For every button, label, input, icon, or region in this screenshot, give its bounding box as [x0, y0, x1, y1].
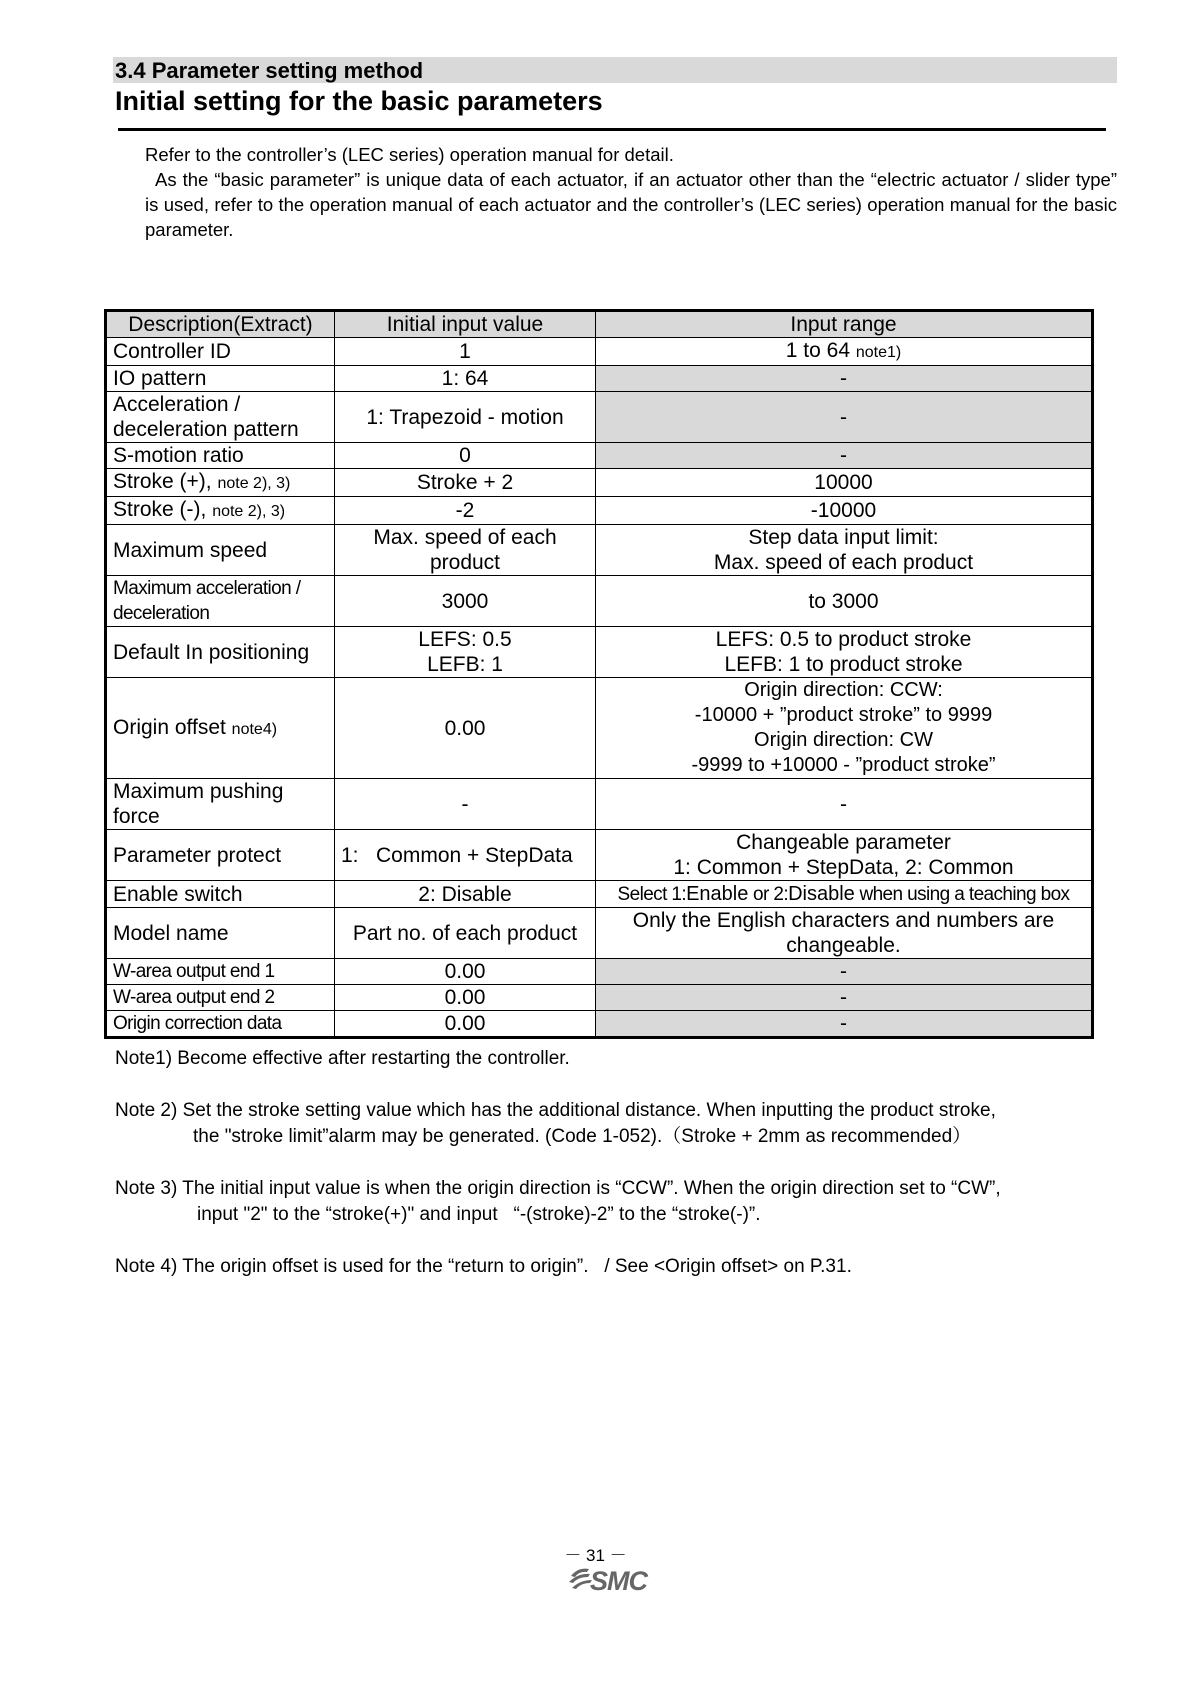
title-rule [118, 128, 1106, 131]
cell-range: -10000 [596, 497, 1093, 525]
range-line-2: -10000 + ”product stroke” to 9999 [694, 704, 993, 726]
cell-initial: 0 [335, 443, 596, 469]
desc-line-2: deceleration [113, 603, 210, 624]
initial-line-2: product [429, 551, 501, 574]
cell-range [596, 830, 1093, 881]
cell-initial [335, 525, 596, 576]
range-note: note1) [855, 344, 902, 361]
cell-description: IO pattern [106, 366, 335, 392]
table-row [106, 366, 1093, 392]
initial-line-1: Max. speed of each [373, 526, 557, 549]
table-row [106, 443, 1093, 469]
cell-description: Controller ID [106, 338, 335, 366]
cell-description: W-area output end 1 [106, 959, 335, 985]
table-row [106, 908, 1093, 959]
range-line-4: -9999 to +10000 - ”product stroke” [691, 754, 996, 776]
cell-description: Parameter protect [106, 830, 335, 881]
desc-text: Stroke (+), [113, 470, 218, 493]
intro-line-1: Refer to the controller’s (LEC series) operation manual for detail. [145, 144, 674, 165]
cell-range [596, 678, 1093, 779]
cell-initial: 0.00 [335, 678, 596, 779]
table-row [106, 525, 1093, 576]
cell-description: Default In positioning [106, 627, 335, 678]
desc-line-2: force [113, 805, 160, 828]
intro-text [145, 142, 1117, 242]
cell-range [596, 338, 1093, 366]
desc-note: note 2), 3) [212, 503, 286, 520]
cell-range: - [596, 392, 1093, 443]
note-3-line-2: input "2" to the “stroke(+)" and input “-(stroke)-2” to the “stroke(-)”. [197, 1204, 761, 1225]
col-header-range: Input range [596, 311, 1093, 338]
table-row [106, 469, 1093, 497]
intro-line-2: As the “basic parameter” is unique data of each actuator, if an actuator other than the “electric actuator / slider type” is used, refer to the operation manual of each actuator and the controller’s (LEC series) operation manual for the basic parameter. [145, 169, 1117, 240]
note-4: Note 4) The origin offset is used for the “return to origin”. / See <Origin offset> on P.31. [115, 1256, 852, 1277]
desc-line-1: Maximum pushing [113, 780, 284, 803]
cell-initial: 0.00 [335, 985, 596, 1011]
range-line-2: changeable. [786, 934, 901, 957]
range-line-2: LEFB: 1 to product stroke [724, 653, 963, 676]
cell-description [106, 678, 335, 779]
cell-range: - [596, 443, 1093, 469]
table-header-row [106, 311, 1093, 338]
note-3 [115, 1176, 1120, 1228]
cell-range: to 3000 [596, 576, 1093, 627]
desc-line-2: deceleration pattern [113, 418, 299, 441]
cell-range [596, 881, 1093, 908]
range-line-2: 1: Common + StepData, 2: Common [673, 856, 1014, 879]
parameter-table [104, 309, 1094, 1039]
cell-initial: 1: Trapezoid - motion [335, 392, 596, 443]
note-2-line-1: Note 2) Set the stroke setting value which has the additional distance. When inputting the product stroke, [115, 1100, 996, 1121]
col-header-initial: Initial input value [335, 311, 596, 338]
smc-logo [568, 1563, 664, 1595]
cell-initial: 3000 [335, 576, 596, 627]
section-heading: 3.4 Parameter setting method [113, 57, 1117, 83]
cell-description [106, 469, 335, 497]
cell-initial: Stroke + 2 [335, 469, 596, 497]
range-line-1: Only the English characters and numbers are [632, 909, 1055, 932]
range-line-1: Changeable parameter [736, 831, 951, 854]
cell-description: Enable switch [106, 881, 335, 908]
cell-range [596, 908, 1093, 959]
initial-line-2: LEFB: 1 [427, 653, 503, 676]
table-row [106, 881, 1093, 908]
desc-text: Stroke (-), [113, 498, 213, 521]
cell-description [106, 576, 335, 627]
range-part: Enable [686, 883, 749, 905]
cell-initial: -2 [335, 497, 596, 525]
cell-range [596, 525, 1093, 576]
cell-initial [335, 627, 596, 678]
cell-description: Model name [106, 908, 335, 959]
cell-range [596, 627, 1093, 678]
range-part: or 2: [748, 884, 789, 905]
range-line-3: Origin direction: CW [754, 729, 933, 751]
range-line-1: Origin direction: CCW: [744, 679, 943, 701]
initial-line-1: LEFS: 0.5 [418, 628, 512, 651]
cell-description: Origin correction data [106, 1011, 335, 1038]
table-row [106, 338, 1093, 366]
table-row [106, 392, 1093, 443]
page-title: Initial setting for the basic parameters [115, 86, 603, 116]
col-header-description: Description(Extract) [106, 311, 335, 338]
table-row [106, 576, 1093, 627]
cell-initial: - [335, 779, 596, 830]
table-row [106, 627, 1093, 678]
desc-note: note4) [231, 720, 278, 738]
range-line-1: LEFS: 0.5 to product stroke [715, 628, 972, 651]
cell-description [106, 779, 335, 830]
note-3-line-1: Note 3) The initial input value is when the origin direction is “CCW”. When the origin direction set to “CW”, [115, 1178, 1001, 1199]
table-row [106, 830, 1093, 881]
notes-section [115, 1046, 1120, 1306]
range-line-1: Step data input limit: [748, 526, 939, 549]
range-part: Select 1: [617, 884, 687, 905]
table-row [106, 959, 1093, 985]
cell-range: - [596, 779, 1093, 830]
range-line-2: Max. speed of each product [713, 551, 974, 574]
logo-text: SMC [590, 1566, 647, 1595]
table-row [106, 985, 1093, 1011]
note-2-line-2: the "stroke limit”alarm may be generated. (Code 1-052).（Stroke + 2mm as recommended） [193, 1126, 972, 1147]
table-row [106, 678, 1093, 779]
cell-description [106, 497, 335, 525]
cell-initial: 0.00 [335, 959, 596, 985]
cell-range: - [596, 366, 1093, 392]
desc-text: Origin offset [113, 715, 232, 739]
table-row [106, 779, 1093, 830]
page-number: － 31 － [564, 1546, 627, 1565]
cell-initial: 1 [335, 338, 596, 366]
cell-description: S-motion ratio [106, 443, 335, 469]
cell-range: - [596, 959, 1093, 985]
cell-initial: 0.00 [335, 1011, 596, 1038]
desc-line-1: Acceleration / [113, 393, 241, 416]
range-part: Disable [788, 883, 855, 905]
cell-description: W-area output end 2 [106, 985, 335, 1011]
range-part: when using a teaching box [854, 884, 1070, 905]
cell-initial: 2: Disable [335, 881, 596, 908]
note-2 [115, 1098, 1120, 1150]
table-row [106, 1011, 1093, 1038]
cell-initial: 1: Common + StepData [335, 830, 596, 881]
range-text: 1 to 64 [785, 339, 856, 362]
cell-range: - [596, 1011, 1093, 1038]
table-row [106, 497, 1093, 525]
desc-note: note 2), 3) [217, 475, 291, 492]
cell-description [106, 392, 335, 443]
cell-range: - [596, 985, 1093, 1011]
cell-initial: Part no. of each product [335, 908, 596, 959]
cell-initial: 1: 64 [335, 366, 596, 392]
desc-line-1: Maximum acceleration / [113, 578, 301, 599]
cell-description: Maximum speed [106, 525, 335, 576]
cell-range: 10000 [596, 469, 1093, 497]
note-1: Note1) Become effective after restarting the controller. [115, 1048, 570, 1069]
